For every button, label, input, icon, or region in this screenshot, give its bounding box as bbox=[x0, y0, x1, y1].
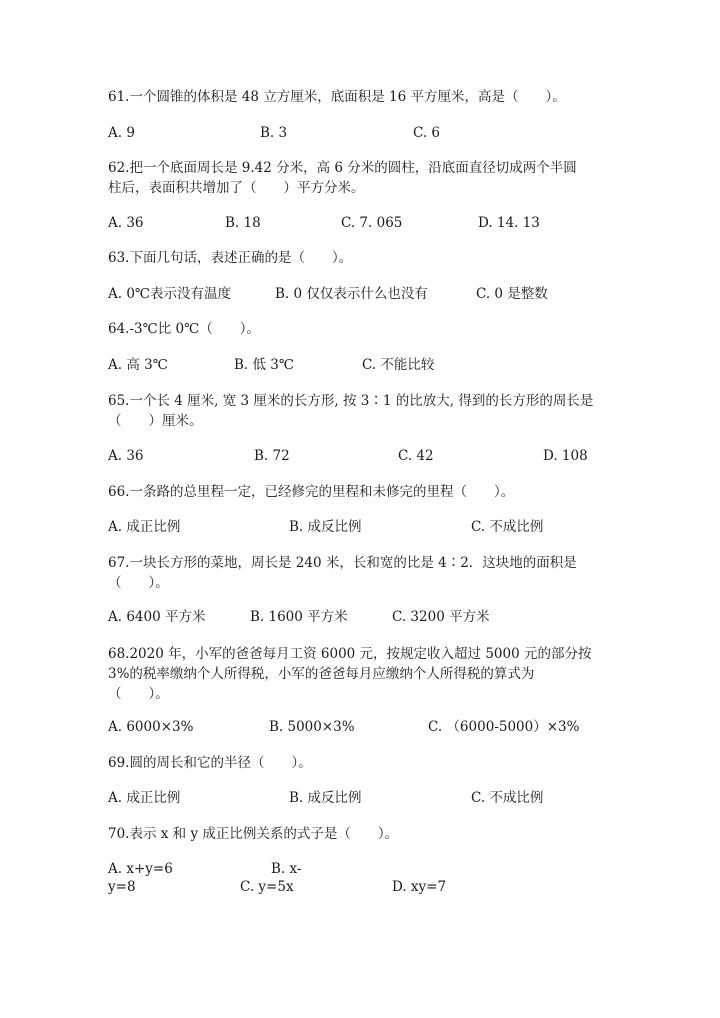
question-62-option-c: C. 7. 065 bbox=[341, 215, 403, 231]
question-67-option-b: B. 1600 平方米 bbox=[250, 609, 348, 625]
question-68-text-line2: 3%的税率缴纳个人所得税，小军的爸爸每月应缴纳个人所得税的算式为 bbox=[108, 666, 535, 682]
question-65-text-line1: 65.一个长 4 厘米, 宽 3 厘米的长方形, 按 3∶1 的比放大, 得到的长方形的周长是 bbox=[108, 393, 594, 409]
question-63-text: 63.下面几句话，表述正确的是（ ）。 bbox=[108, 250, 353, 266]
question-67-option-c: C. 3200 平方米 bbox=[392, 609, 490, 625]
question-62-text-line1: 62.把一个底面周长是 9.42 分米，高 6 分米的圆柱，沿底面直径切成两个半圆 bbox=[108, 160, 577, 176]
question-69-option-b: B. 成反比例 bbox=[289, 790, 362, 806]
question-64-text: 64.-3℃比 0℃（ ）。 bbox=[108, 321, 260, 337]
question-69-text: 69.圆的周长和它的半径（ ）。 bbox=[108, 755, 312, 771]
question-70-option-b-wrap: y=8 bbox=[108, 879, 136, 895]
question-66-option-b: B. 成反比例 bbox=[289, 519, 362, 535]
question-62-option-d: D. 14. 13 bbox=[478, 215, 540, 231]
question-66-text: 66.一条路的总里程一定，已经修完的里程和未修完的里程（ ）。 bbox=[108, 484, 515, 500]
question-70-option-d: D. xy=7 bbox=[392, 879, 447, 895]
question-61-option-c: C. 6 bbox=[413, 125, 441, 141]
question-68-text-line3: （ ）。 bbox=[108, 686, 169, 702]
question-61-option-b: B. 3 bbox=[260, 125, 288, 141]
question-62-text-line2: 柱后，表面积共增加了（ ）平方分米。 bbox=[108, 180, 365, 196]
question-70-option-b: B. x- bbox=[271, 861, 302, 877]
question-61-text: 61.一个圆锥的体积是 48 立方厘米，底面积是 16 平方厘米，高是（ ）。 bbox=[108, 89, 566, 105]
question-65-option-b: B. 72 bbox=[254, 448, 290, 464]
question-65-option-a: A. 36 bbox=[108, 448, 144, 464]
question-63-option-c: C. 0 是整数 bbox=[476, 286, 548, 302]
question-65-option-d: D. 108 bbox=[543, 448, 588, 464]
question-62-option-a: A. 36 bbox=[108, 215, 144, 231]
question-64-option-c: C. 不能比较 bbox=[362, 357, 435, 373]
question-69-option-c: C. 不成比例 bbox=[471, 790, 544, 806]
question-65-option-c: C. 42 bbox=[398, 448, 434, 464]
question-67-text-line2: （ ）。 bbox=[108, 575, 169, 591]
question-68-text-line1: 68.2020 年，小军的爸爸每月工资 6000 元，按规定收入超过 5000 元的部分按 bbox=[108, 646, 592, 662]
question-64-option-b: B. 低 3℃ bbox=[234, 357, 294, 373]
question-63-option-a: A. 0℃表示没有温度 bbox=[108, 286, 232, 302]
question-68-option-c: C. （6000-5000）×3% bbox=[428, 719, 580, 735]
question-68-option-a: A. 6000×3% bbox=[108, 719, 194, 735]
question-61-option-a: A. 9 bbox=[108, 125, 135, 141]
question-63-option-b: B. 0 仅仅表示什么也没有 bbox=[275, 286, 428, 302]
question-69-option-a: A. 成正比例 bbox=[108, 790, 181, 806]
question-70-option-c: C. y=5x bbox=[240, 879, 294, 895]
question-68-option-b: B. 5000×3% bbox=[269, 719, 355, 735]
question-64-option-a: A. 高 3℃ bbox=[108, 357, 168, 373]
question-70-option-a: A. x+y=6 bbox=[108, 861, 173, 877]
question-67-text-line1: 67.一块长方形的菜地，周长是 240 米，长和宽的比是 4∶2．这块地的面积是 bbox=[108, 555, 577, 571]
question-67-option-a: A. 6400 平方米 bbox=[108, 609, 206, 625]
question-66-option-a: A. 成正比例 bbox=[108, 519, 181, 535]
question-70-text: 70.表示 x 和 y 成正比例关系的式子是（ ）。 bbox=[108, 826, 399, 842]
question-66-option-c: C. 不成比例 bbox=[471, 519, 544, 535]
question-62-option-b: B. 18 bbox=[225, 215, 261, 231]
question-65-text-line2: （ ）厘米。 bbox=[108, 413, 203, 429]
